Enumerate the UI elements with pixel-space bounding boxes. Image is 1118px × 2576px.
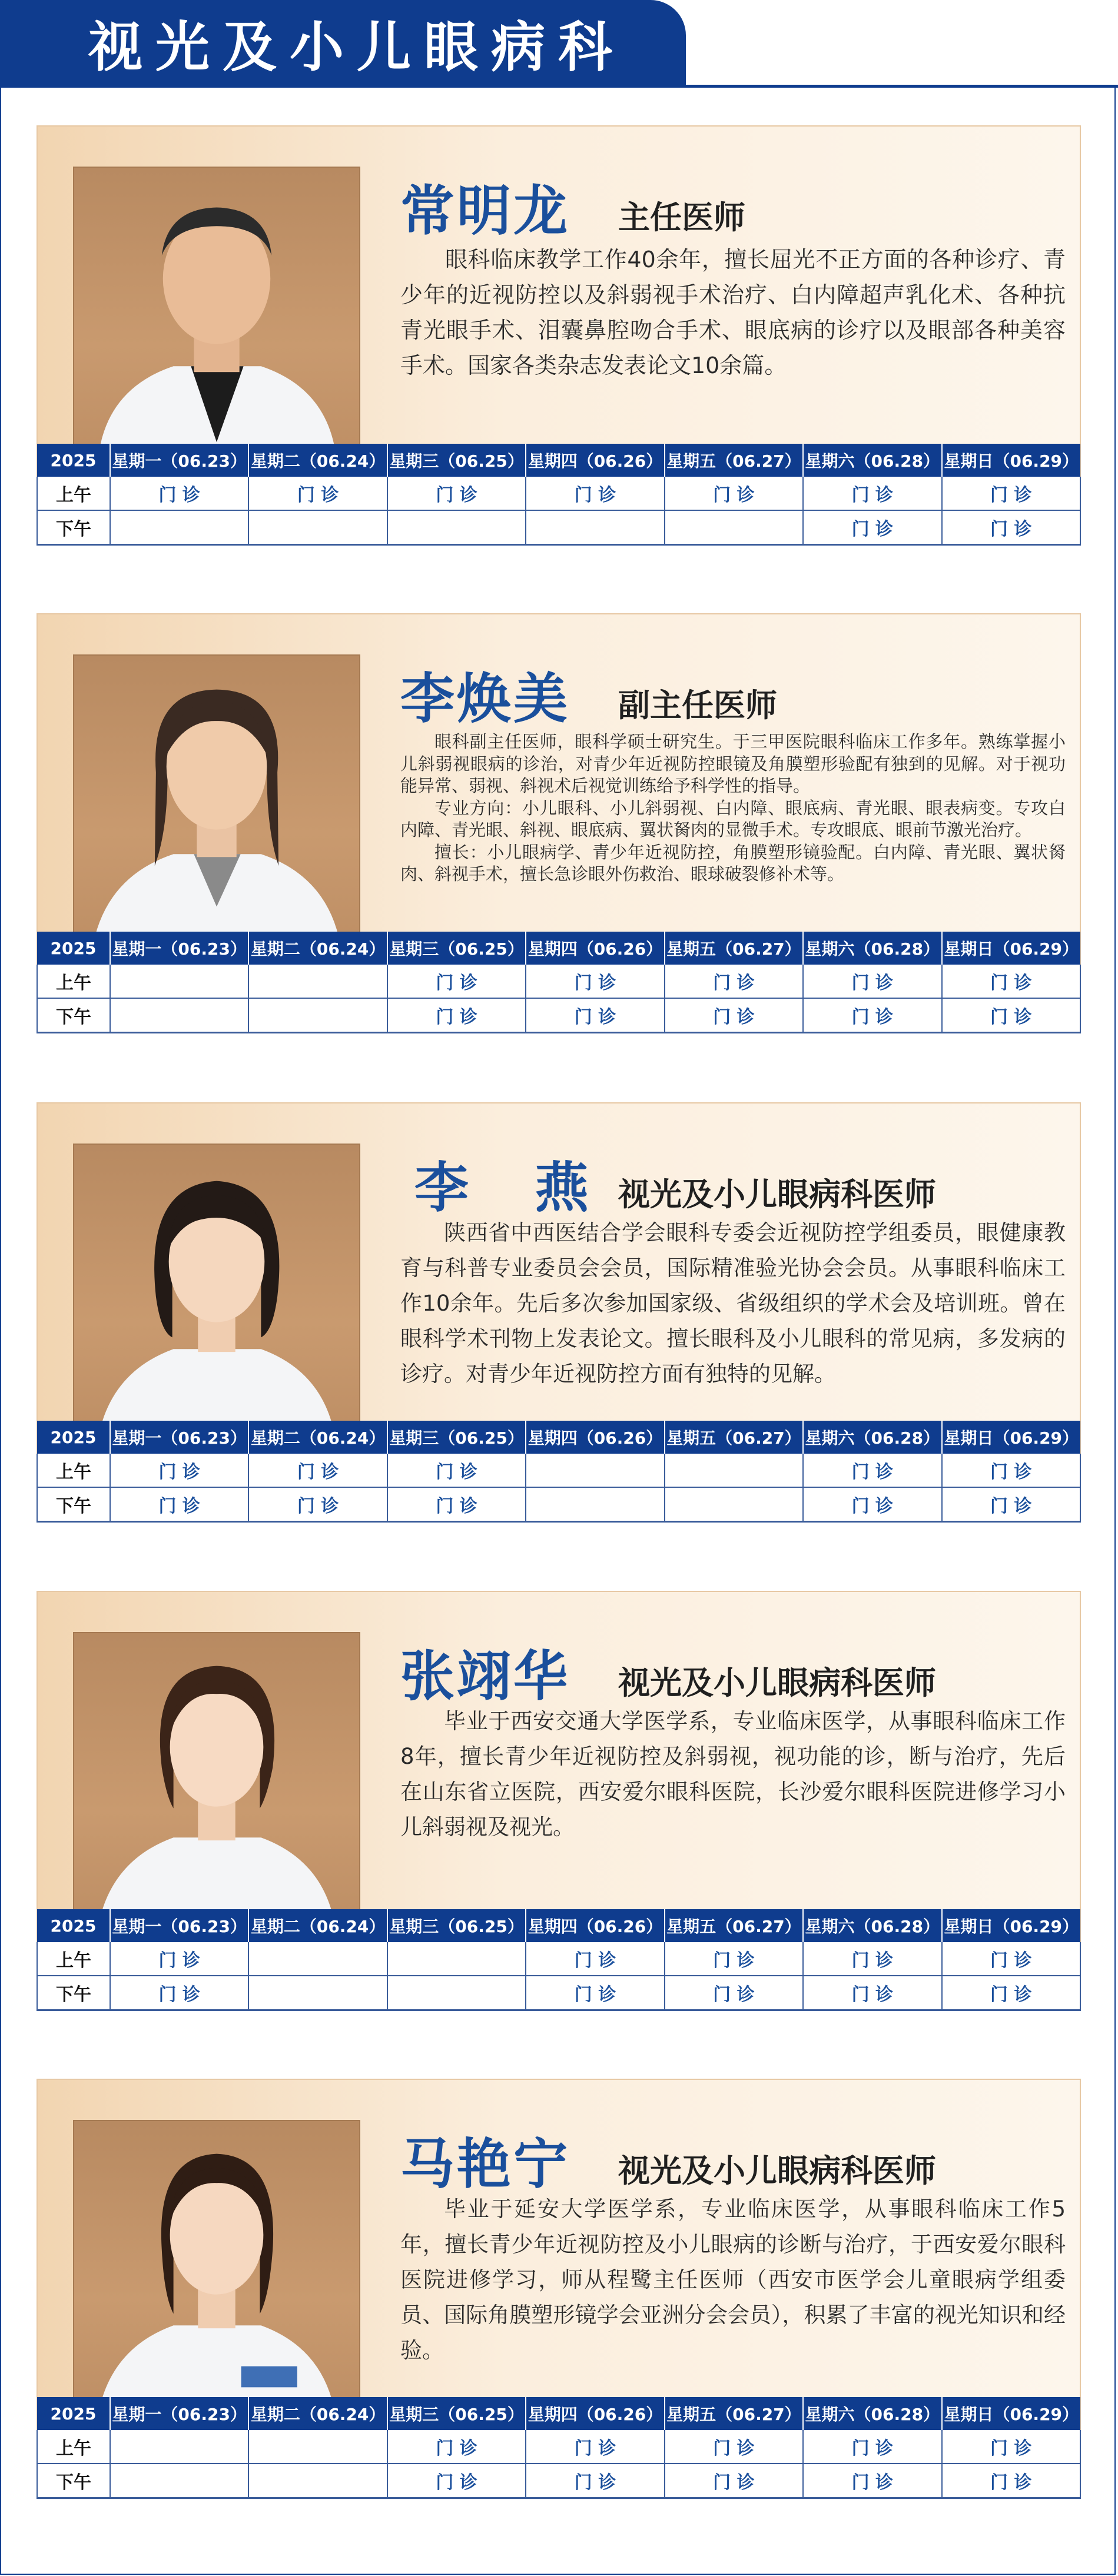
schedule-day: 星期一（06.23） bbox=[110, 1909, 248, 1942]
schedule-cell: 门 诊 bbox=[110, 1454, 248, 1487]
schedule-cell: 门 诊 bbox=[526, 1976, 664, 2010]
schedule-day: 星期日（06.29） bbox=[942, 1909, 1080, 1942]
schedule-day: 星期五（06.27） bbox=[665, 932, 803, 965]
schedule-cell bbox=[110, 965, 248, 998]
bio-paragraph: 毕业于延安大学医学系，专业临床医学，从事眼科临床工作5年，擅长青少年近视防控及小儿眼病的诊断与治疗，于西安爱尔眼科医院进修学习，师从程鹭主任医师（西安市医学会儿童眼病学组委员、国际角膜塑形镜学会亚洲分会会员），积累了丰富的视光知识和经验。 bbox=[400, 2196, 1066, 2363]
schedule-cell: 门 诊 bbox=[803, 1976, 941, 2010]
doctor-photo bbox=[73, 2120, 360, 2419]
schedule-cell: 门 诊 bbox=[665, 965, 803, 998]
schedule-cell: 门 诊 bbox=[942, 510, 1080, 545]
doctor-name: 李 燕 bbox=[414, 1156, 613, 1219]
doctor-bio bbox=[400, 731, 1066, 886]
schedule-cell: 门 诊 bbox=[387, 998, 526, 1033]
schedule-cell bbox=[248, 1942, 387, 1976]
doctor-name: 张翊华 bbox=[400, 1644, 570, 1708]
bio-paragraph: 眼科临床教学工作40余年，擅长屈光不正方面的各种诊疗、青少年的近视防控以及斜弱视手术治疗、白内障超声乳化术、各种抗青光眼手术、泪囊鼻腔吻合手术、眼底病的诊疗以及眼部各种美容手术。国家各类杂志发表论文10余篇。 bbox=[400, 247, 1066, 378]
am-label: 上午 bbox=[37, 1454, 110, 1487]
schedule-table bbox=[37, 1421, 1081, 1523]
schedule-pm-row bbox=[37, 510, 1080, 545]
schedule-cell: 门 诊 bbox=[942, 1454, 1080, 1487]
pm-label: 下午 bbox=[37, 1976, 110, 2010]
schedule-cell bbox=[110, 998, 248, 1033]
schedule-day: 星期五（06.27） bbox=[665, 2397, 803, 2430]
schedule-am-row bbox=[37, 477, 1080, 510]
schedule-day: 星期日（06.29） bbox=[942, 1421, 1080, 1454]
schedule-cell bbox=[665, 1487, 803, 1522]
doctor-bio bbox=[400, 1704, 1066, 1845]
pm-label: 下午 bbox=[37, 998, 110, 1033]
doctor-portrait-icon bbox=[74, 656, 359, 952]
bio-paragraph: 毕业于西安交通大学医学系，专业临床医学，从事眼科临床工作8年，擅长青少年近视防控及斜弱视，视功能的诊，断与治疗，先后在山东省立医院，西安爱尔眼科医院，长沙爱尔眼科医院进修学习小儿斜弱视及视光。 bbox=[400, 1709, 1066, 1840]
schedule-cell bbox=[248, 2464, 387, 2498]
doctor-name: 马艳宁 bbox=[400, 2132, 570, 2196]
page-title: 视光及小儿眼病科 bbox=[88, 16, 626, 79]
schedule-header-row bbox=[37, 2397, 1080, 2430]
doctor-block bbox=[37, 613, 1081, 1028]
pm-label: 下午 bbox=[37, 510, 110, 545]
doctor-portrait-icon bbox=[74, 1633, 359, 1930]
schedule-cell bbox=[110, 2430, 248, 2464]
schedule-cell: 门 诊 bbox=[665, 998, 803, 1033]
schedule-cell: 门 诊 bbox=[803, 1487, 941, 1522]
schedule-cell: 门 诊 bbox=[526, 477, 664, 510]
schedule-cell: 门 诊 bbox=[110, 477, 248, 510]
schedule-day: 星期三（06.25） bbox=[387, 1421, 526, 1454]
schedule-am-row bbox=[37, 1942, 1080, 1976]
schedule-day: 星期四（06.26） bbox=[526, 1421, 664, 1454]
schedule-year: 2025 bbox=[37, 1421, 110, 1454]
schedule-pm-row bbox=[37, 998, 1080, 1033]
schedule-cell: 门 诊 bbox=[942, 1976, 1080, 2010]
schedule-day: 星期一（06.23） bbox=[110, 932, 248, 965]
doctor-block bbox=[37, 1102, 1081, 1517]
schedule-cell: 门 诊 bbox=[942, 1942, 1080, 1976]
doctor-portrait-icon bbox=[74, 1145, 359, 1441]
bio-paragraph: 专业方向：小儿眼科、小儿斜弱视、白内障、眼底病、青光眼、眼表病变。专攻白内障、青光眼、斜视、眼底病、翼状胬肉的显微手术。专攻眼底、眼前节激光治疗。 bbox=[400, 797, 1066, 840]
doctor-block bbox=[37, 1591, 1081, 2005]
schedule-day: 星期二（06.24） bbox=[248, 444, 387, 477]
schedule-year: 2025 bbox=[37, 2397, 110, 2430]
schedule-cell: 门 诊 bbox=[803, 998, 941, 1033]
schedule-cell bbox=[665, 1454, 803, 1487]
bio-paragraph: 眼科副主任医师，眼科学硕士研究生。于三甲医院眼科临床工作多年。熟练掌握小儿斜弱视眼病的诊治，对青少年近视防控眼镜及角膜塑形验配有独到的见解。对于视功能异常、弱视、斜视术后视觉训练给予科学性的指导。 bbox=[400, 732, 1066, 796]
schedule-pm-row bbox=[37, 1976, 1080, 2010]
schedule-day: 星期三（06.25） bbox=[387, 2397, 526, 2430]
schedule-cell bbox=[387, 510, 526, 545]
bio-paragraph: 陕西省中西医结合学会眼科专委会近视防控学组委员，眼健康教育与科普专业委员会会员，国际精准验光协会会员。从事眼科临床工作10余年。先后多次参加国家级、省级组织的学术会及培训班。曾在眼科学术刊物上发表论文。擅长眼科及小儿眼科的常见病，多发病的诊疗。对青少年近视防控方面有独特的见解。 bbox=[400, 1220, 1066, 1387]
schedule-cell bbox=[110, 2464, 248, 2498]
schedule-cell bbox=[526, 1487, 664, 1522]
schedule-cell bbox=[248, 1976, 387, 2010]
am-label: 上午 bbox=[37, 2430, 110, 2464]
schedule-day: 星期日（06.29） bbox=[942, 2397, 1080, 2430]
schedule-cell: 门 诊 bbox=[387, 2464, 526, 2498]
schedule-cell: 门 诊 bbox=[665, 2464, 803, 2498]
schedule-year: 2025 bbox=[37, 1909, 110, 1942]
schedule-cell: 门 诊 bbox=[387, 1487, 526, 1522]
schedule-header-row bbox=[37, 932, 1080, 965]
doctor-name: 李焕美 bbox=[400, 667, 570, 730]
schedule-day: 星期日（06.29） bbox=[942, 444, 1080, 477]
schedule-cell bbox=[526, 510, 664, 545]
bio-paragraph: 擅长：小儿眼病学、青少年近视防控，角膜塑形镜验配。白内障、青光眼、翼状胬肉、斜视手术，擅长急诊眼外伤救治、眼球破裂修补术等。 bbox=[400, 842, 1066, 884]
schedule-cell: 门 诊 bbox=[665, 477, 803, 510]
schedule-cell bbox=[387, 1976, 526, 2010]
schedule-cell: 门 诊 bbox=[526, 998, 664, 1033]
doctor-title: 视光及小儿眼病科医师 bbox=[618, 1176, 936, 1213]
schedule-cell: 门 诊 bbox=[803, 2464, 941, 2498]
schedule-day: 星期四（06.26） bbox=[526, 2397, 664, 2430]
schedule-cell: 门 诊 bbox=[942, 2464, 1080, 2498]
schedule-cell: 门 诊 bbox=[526, 965, 664, 998]
doctor-title: 视光及小儿眼病科医师 bbox=[618, 2152, 936, 2189]
schedule-day: 星期四（06.26） bbox=[526, 1909, 664, 1942]
schedule-cell: 门 诊 bbox=[387, 2430, 526, 2464]
schedule-day: 星期五（06.27） bbox=[665, 1421, 803, 1454]
doctor-title: 副主任医师 bbox=[618, 687, 777, 724]
schedule-cell: 门 诊 bbox=[665, 1942, 803, 1976]
schedule-day: 星期六（06.28） bbox=[803, 2397, 941, 2430]
schedule-header-row bbox=[37, 444, 1080, 477]
schedule-day: 星期二（06.24） bbox=[248, 932, 387, 965]
schedule-cell: 门 诊 bbox=[248, 477, 387, 510]
schedule-cell: 门 诊 bbox=[803, 477, 941, 510]
schedule-cell: 门 诊 bbox=[526, 1942, 664, 1976]
schedule-cell: 门 诊 bbox=[110, 1942, 248, 1976]
schedule-day: 星期四（06.26） bbox=[526, 444, 664, 477]
schedule-cell: 门 诊 bbox=[803, 965, 941, 998]
schedule-cell: 门 诊 bbox=[803, 510, 941, 545]
schedule-cell: 门 诊 bbox=[942, 477, 1080, 510]
am-label: 上午 bbox=[37, 477, 110, 510]
doctor-block bbox=[37, 125, 1081, 540]
schedule-cell: 门 诊 bbox=[803, 1942, 941, 1976]
schedule-day: 星期二（06.24） bbox=[248, 2397, 387, 2430]
schedule-day: 星期二（06.24） bbox=[248, 1909, 387, 1942]
schedule-day: 星期四（06.26） bbox=[526, 932, 664, 965]
schedule-cell: 门 诊 bbox=[248, 1487, 387, 1522]
schedule-cell: 门 诊 bbox=[942, 998, 1080, 1033]
schedule-year: 2025 bbox=[37, 932, 110, 965]
schedule-day: 星期五（06.27） bbox=[665, 444, 803, 477]
schedule-header-row bbox=[37, 1909, 1080, 1942]
doctor-block bbox=[37, 2079, 1081, 2493]
schedule-cell bbox=[248, 965, 387, 998]
pm-label: 下午 bbox=[37, 2464, 110, 2498]
schedule-cell: 门 诊 bbox=[387, 477, 526, 510]
doctor-bio bbox=[400, 242, 1066, 383]
schedule-table bbox=[37, 444, 1081, 546]
doctor-photo bbox=[73, 1144, 360, 1442]
schedule-day: 星期日（06.29） bbox=[942, 932, 1080, 965]
schedule-table bbox=[37, 2397, 1081, 2499]
schedule-day: 星期三（06.25） bbox=[387, 932, 526, 965]
doctor-name: 常明龙 bbox=[400, 179, 570, 242]
schedule-cell bbox=[526, 1454, 664, 1487]
schedule-day: 星期六（06.28） bbox=[803, 1909, 941, 1942]
schedule-day: 星期六（06.28） bbox=[803, 1421, 941, 1454]
schedule-day: 星期三（06.25） bbox=[387, 444, 526, 477]
schedule-day: 星期一（06.23） bbox=[110, 444, 248, 477]
schedule-cell: 门 诊 bbox=[942, 2430, 1080, 2464]
doctor-photo bbox=[73, 167, 360, 466]
pm-label: 下午 bbox=[37, 1487, 110, 1522]
schedule-cell: 门 诊 bbox=[110, 1487, 248, 1522]
header-banner bbox=[0, 0, 686, 86]
schedule-cell: 门 诊 bbox=[110, 1976, 248, 2010]
schedule-day: 星期二（06.24） bbox=[248, 1421, 387, 1454]
schedule-year: 2025 bbox=[37, 444, 110, 477]
schedule-cell bbox=[248, 998, 387, 1033]
schedule-day: 星期六（06.28） bbox=[803, 444, 941, 477]
schedule-day: 星期三（06.25） bbox=[387, 1909, 526, 1942]
schedule-cell: 门 诊 bbox=[803, 1454, 941, 1487]
schedule-pm-row bbox=[37, 2464, 1080, 2498]
schedule-am-row bbox=[37, 965, 1080, 998]
schedule-day: 星期六（06.28） bbox=[803, 932, 941, 965]
schedule-cell: 门 诊 bbox=[526, 2464, 664, 2498]
schedule-header-row bbox=[37, 1421, 1080, 1454]
schedule-cell: 门 诊 bbox=[387, 1454, 526, 1487]
schedule-cell bbox=[387, 1942, 526, 1976]
schedule-cell bbox=[665, 510, 803, 545]
schedule-pm-row bbox=[37, 1487, 1080, 1522]
schedule-cell: 门 诊 bbox=[387, 965, 526, 998]
doctor-portrait-icon bbox=[74, 168, 359, 464]
doctor-bio bbox=[400, 1215, 1066, 1392]
am-label: 上午 bbox=[37, 965, 110, 998]
doctor-bio bbox=[400, 2192, 1066, 2368]
schedule-table bbox=[37, 1909, 1081, 2011]
schedule-table bbox=[37, 932, 1081, 1033]
doctor-title: 视光及小儿眼病科医师 bbox=[618, 1664, 936, 1701]
doctor-photo bbox=[73, 1632, 360, 1931]
schedule-cell: 门 诊 bbox=[803, 2430, 941, 2464]
schedule-cell: 门 诊 bbox=[942, 1487, 1080, 1522]
schedule-day: 星期一（06.23） bbox=[110, 1421, 248, 1454]
schedule-cell bbox=[248, 2430, 387, 2464]
schedule-cell: 门 诊 bbox=[665, 2430, 803, 2464]
doctor-photo bbox=[73, 654, 360, 953]
schedule-day: 星期一（06.23） bbox=[110, 2397, 248, 2430]
schedule-cell bbox=[110, 510, 248, 545]
schedule-cell: 门 诊 bbox=[942, 965, 1080, 998]
schedule-day: 星期五（06.27） bbox=[665, 1909, 803, 1942]
schedule-cell: 门 诊 bbox=[526, 2430, 664, 2464]
schedule-cell bbox=[248, 510, 387, 545]
doctor-title: 主任医师 bbox=[618, 199, 745, 236]
schedule-cell: 门 诊 bbox=[665, 1976, 803, 2010]
schedule-am-row bbox=[37, 2430, 1080, 2464]
schedule-cell: 门 诊 bbox=[248, 1454, 387, 1487]
am-label: 上午 bbox=[37, 1942, 110, 1976]
doctor-portrait-icon bbox=[74, 2121, 359, 2418]
schedule-am-row bbox=[37, 1454, 1080, 1487]
